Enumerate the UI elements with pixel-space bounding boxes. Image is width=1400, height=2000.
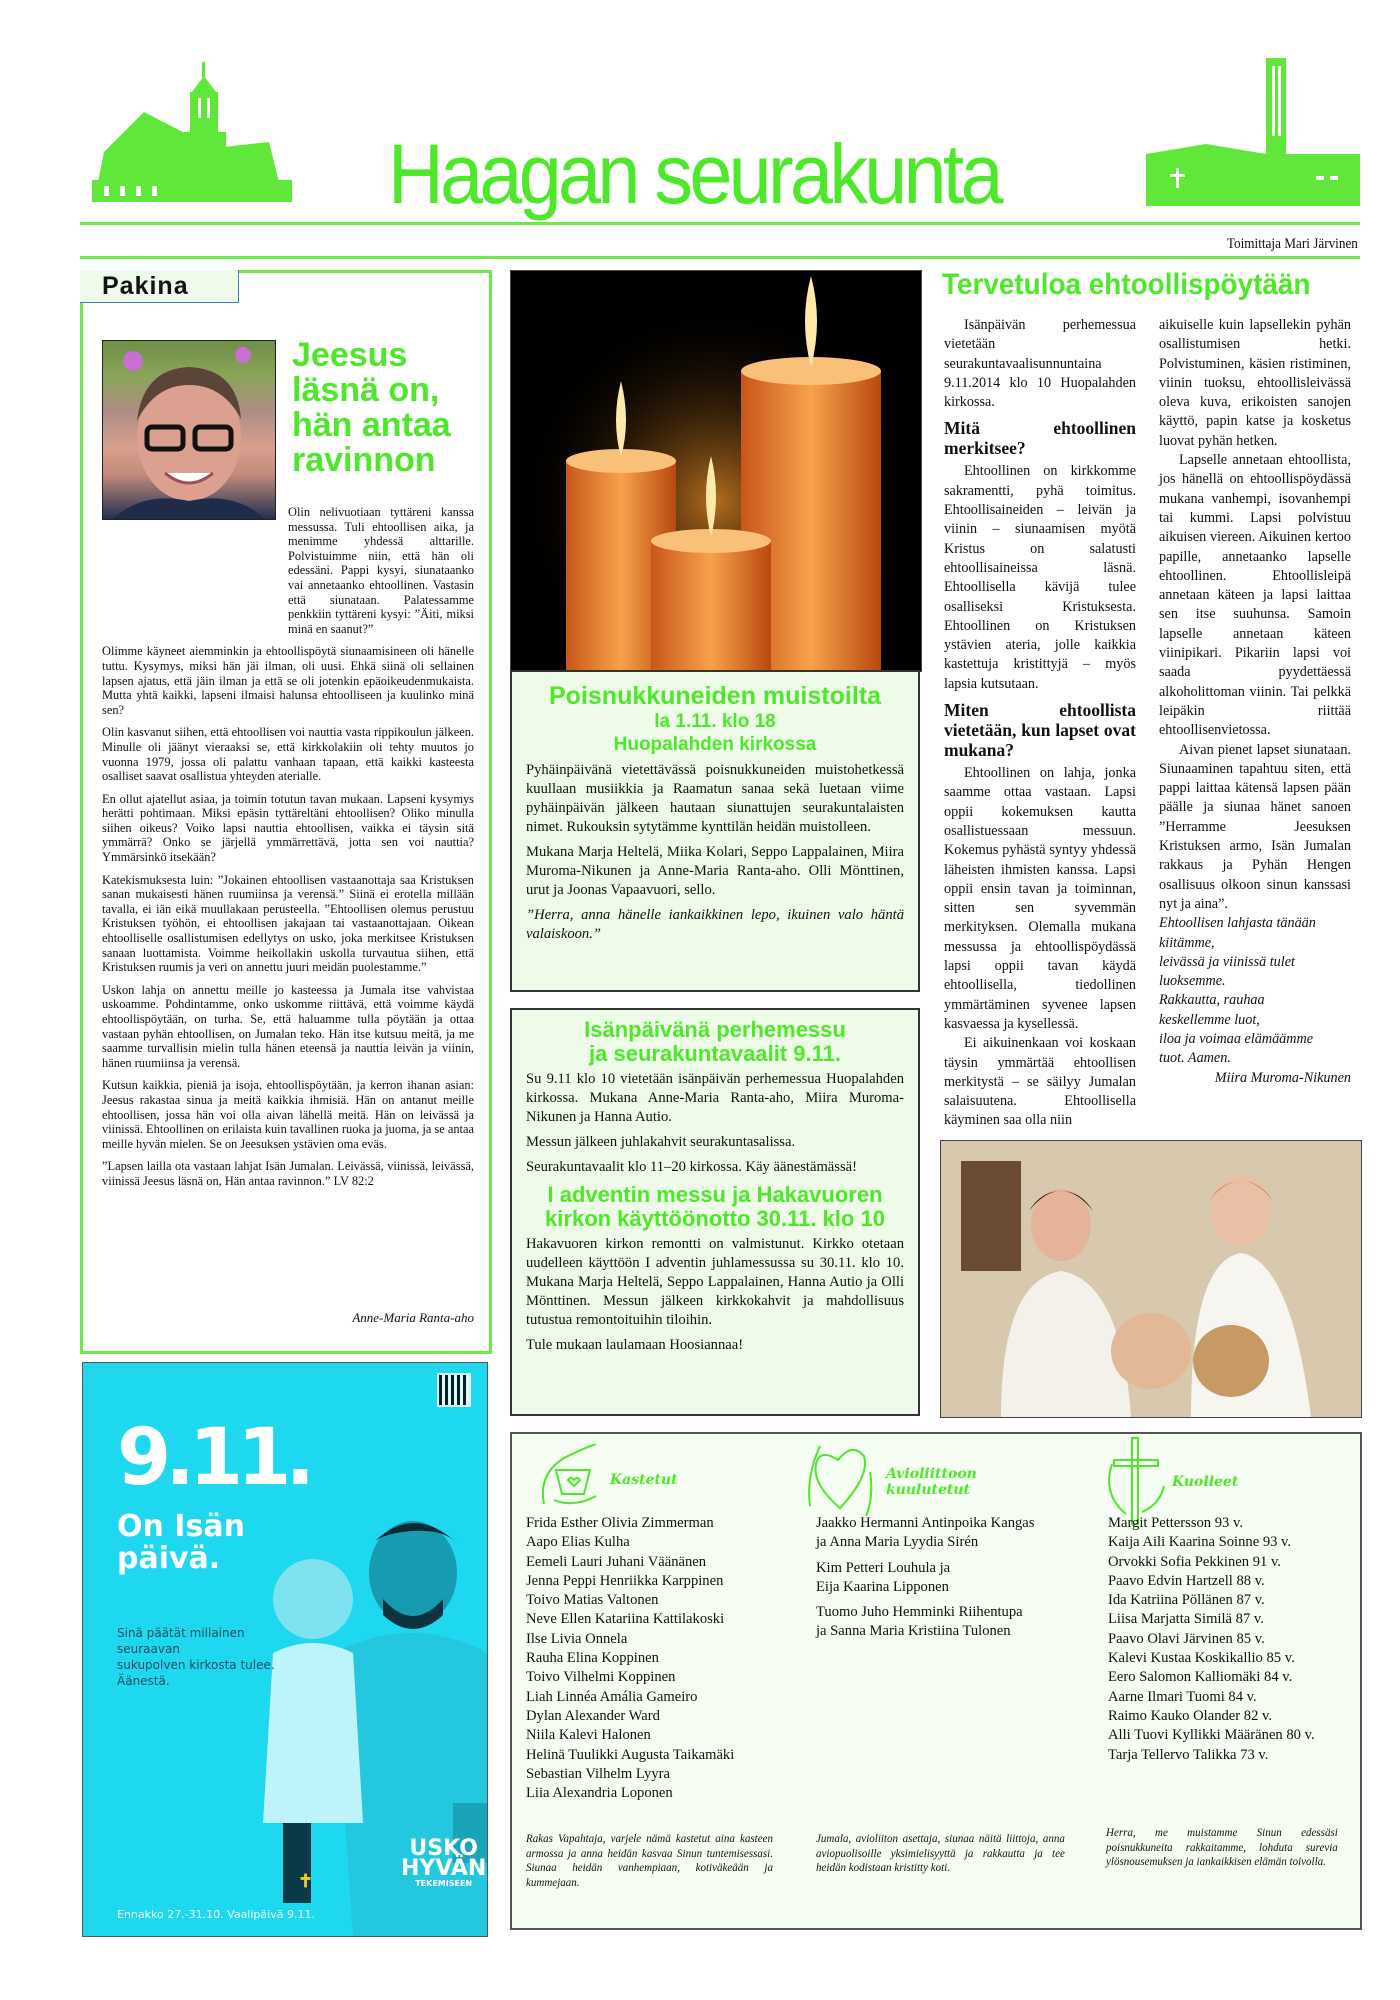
welcome-paragraph: aikuiselle kuin lapsellekin pyhän osallistumisen hetki. Polvistuminen, käsien ristiminen, viinin tuoksu, ehtoollisleivässä oleva kuva, erikoisten sanojen käyttö, papin katse ja kosketus luovat pyhän hetken. xyxy=(1159,317,1351,449)
baptized-name: Toivo Vilhelmi Koppinen xyxy=(526,1669,676,1686)
welcome-intro: Isänpäivän perhemessua vietetään seurakuntavaalisunnuntaina 9.11.2014 klo 10 Huopalahden kirkossa. xyxy=(944,317,1136,411)
poem-line: kiitämme, xyxy=(1159,934,1215,951)
ad-text xyxy=(117,1625,297,1689)
ad-date: 9.11. xyxy=(117,1413,310,1503)
memorial-quote: ”Herra, anna hänelle iankaikkinen lepo, ikuinen valo häntä valaiskoon.” xyxy=(526,907,904,942)
couple-line: Jaakko Hermanni Antinpoika Kangas xyxy=(816,1515,1035,1531)
baptized-name: Sebastian Vilhelm Lyyra xyxy=(526,1765,670,1782)
marriages-list xyxy=(816,1514,1034,1648)
candles-photo xyxy=(510,270,922,672)
baptized-name: Jenna Peppi Henriikka Karppinen xyxy=(526,1572,724,1589)
baptized-name: Eemeli Lauri Juhani Väänänen xyxy=(526,1553,707,1570)
pakina-body xyxy=(102,505,474,1197)
election-ad[interactable] xyxy=(82,1362,488,1937)
fathers-day-title-line: ja seurakuntavaalit 9.11. xyxy=(589,1041,841,1066)
ad-headline xyxy=(117,1511,245,1575)
deceased-name: Orvokki Sofia Pekkinen 91 v. xyxy=(1108,1553,1281,1570)
logo-small: TEKEMISEEN xyxy=(415,1879,473,1888)
poem-line: Rakkautta, rauhaa xyxy=(1159,992,1265,1009)
deceased-name: Liisa Marjatta Similä 87 v. xyxy=(1108,1611,1264,1628)
marriages-prayer: Jumala, avioliiton asettaja, siunaa näitä liittoja, anna aviopuolisoille yksimielisyyttä ja rakkautta ja tee heidän kodistaan kristitty koti. xyxy=(816,1832,1065,1874)
modern-church-icon xyxy=(1146,58,1360,206)
welcome-column-1 xyxy=(944,316,1136,1131)
welcome-poem xyxy=(1159,914,1351,1068)
candles-illustration xyxy=(511,271,921,671)
pakina-paragraph: Katekismuksesta luin: ”Jokainen ehtoollisen vastaanottaja saa Kristuksen sanan mukaisesti hänen ruumiinsa ja verensä.” Siinä ei erotella millään tavalla, ei iän eikä muullakaan perusteella. ”Ehtoollisen olemus perustuu Kristuksen työhön, ei ehtoollisen jakajaan tai vastaanottajaan. Oikean ehtoolliselle osallistumisen edellytys on usko, joka merkitsee Kristuksen sanaan luottamista. Voimme heikollakin uskolla turvautua siihen, että Kristuksen ruumis ja veri on annettu juuri meidän puolestamme.” xyxy=(102,872,474,975)
advent-text: Hakavuoren kirkon remontti on valmistunut. Kirkko otetaan uudelleen käyttöön I adventin juhlamessussa su 30.11. klo 10. Mukana Marja Heltelä, Seppo Lappalainen, Hanna Autio ja Olli Mönttinen. Messun jälkeen kirkkokahvit ja mahdollisuus tutustua remontoituihin tiloihin. xyxy=(526,1236,904,1328)
advent-title-line: I adventin messu ja Hakavuoren xyxy=(547,1182,883,1207)
poem-line: Ehtoollisen lahjasta tänään xyxy=(1159,915,1316,932)
editor-credit: Toimittaja Mari Järvinen xyxy=(1226,236,1358,252)
welcome-signature: Miira Muroma-Nikunen xyxy=(1214,1069,1351,1086)
couple-line: Eija Kaarina Lipponen xyxy=(816,1578,949,1595)
memorial-participants: Mukana Marja Heltelä, Miika Kolari, Seppo Lappalainen, Miira Muroma-Nikunen ja Anne-Maria Ranta-aho. Olli Mönttinen, urut ja Joonas Vapaavuori, sello. xyxy=(526,844,904,898)
pakina-paragraph: Olimme käyneet aiemminkin ja ehtoollispöytä siunaamisineen oli hänelle tuttu. Kysymys, miksi hän jäi ilman, oli uusi. Ehkä siinä oli sellainen lapsen ajatus, että jäin ilman ja että se oli jotenkin epäoikeudenmukaista. Mutta yhtä kaikki, lapseni ilmaisi halunsa ehtoolliseen ja kuulinko minä sen? xyxy=(102,644,474,717)
deceased-name: Paavo Olavi Järvinen 85 v. xyxy=(1108,1630,1265,1647)
baptized-name: Neve Ellen Katariina Kattilakoski xyxy=(526,1611,725,1628)
deceased-heading: Kuolleet xyxy=(1172,1474,1239,1490)
deceased-name: Kalevi Kustaa Koskikallio 85 v. xyxy=(1108,1650,1295,1667)
welcome-column-2 xyxy=(1159,316,1351,1088)
masthead-rule-top xyxy=(80,222,1360,225)
pakina-title-line: Jeesus xyxy=(292,336,408,374)
pakina-title xyxy=(292,338,451,478)
baptized-name: Toivo Matias Valtonen xyxy=(526,1592,659,1609)
couple xyxy=(816,1603,1034,1642)
pakina-label: Pakina xyxy=(80,270,239,303)
baptized-name: Niila Kalevi Halonen xyxy=(526,1727,651,1744)
couple-line: ja Anna Maria Lyydia Sirén xyxy=(816,1534,979,1551)
deceased-name: Eero Salomon Kalliomäki 84 v. xyxy=(1108,1669,1293,1686)
deceased-name: Kaija Aili Kaarina Soinne 93 v. xyxy=(1108,1534,1292,1551)
welcome-heading-2: Miten ehtoollista vietetään, kun lapset ovat mukana? xyxy=(944,700,1136,761)
deceased-name: Aarne Ilmari Tuomi 84 v. xyxy=(1108,1688,1257,1705)
baptized-list xyxy=(526,1514,734,1803)
welcome-paragraph: Lapselle annetaan ehtoollista, jos hänellä on ehtoollispöydässä mukana vanhempi, isovanhempi tai kummi. Lapsi polvistuu aikuisen viereen. Aikuinen kertoo papille, annetaanko lapselle ehtoollinen. Ehtoollisleipä annetaan käteen ja lapsi laittaa sen itse suuhunsa. Samoin lapselle annetaan käteen viinipikari. Pikariin lapsi voi saada pyydettäessä alkoholittoman viinin. Tai pelkkä leipäkin riittää ehtoollisenvietossa. xyxy=(1159,452,1351,739)
couple-line: Tuomo Juho Hemminki Riihentupa xyxy=(816,1604,1023,1621)
communion-illustration xyxy=(941,1141,1361,1417)
welcome-paragraph: Ei aikuinenkaan voi koskaan täysin ymmärtää ehtoollisen merkitystä – se säilyy Jumalan salaisuutena. Ehtoollisella käyminen saa olla niin xyxy=(944,1035,1136,1129)
ad-text-line: Äänestä. xyxy=(117,1674,170,1688)
memorial-location: Huopalahden kirkossa xyxy=(613,734,817,755)
couple-line: Kim Petteri Louhula ja xyxy=(816,1559,951,1576)
fathers-day-title xyxy=(512,1018,918,1066)
old-church-icon xyxy=(84,62,324,202)
logo-line: HYVÄN xyxy=(401,1856,487,1881)
baptized-name: Rauha Elina Koppinen xyxy=(526,1650,659,1667)
deceased-list xyxy=(1108,1514,1315,1765)
advent-invite: Tule mukaan laulamaan Hoosiannaa! xyxy=(526,1337,744,1353)
pakina-paragraph: Olin kasvanut siihen, että ehtoollisen voi nauttia vasta rippikoulun jälkeen. Minulle oli jäänyt vieraaksi se, että kirkkolakiin oli tehty muutos jo vuonna 1979, jossa oli palattu vanhaan tapaan, että kaikki kasteesta osalliset saavat osallistua yhteyden aterialle. xyxy=(102,725,474,784)
marriages-heading-line: Avioliittoon xyxy=(886,1466,977,1482)
pakina-paragraph: En ollut ajatellut asiaa, ja toimin totutun tavan mukaan. Lapseni kysymys herätti pohtimaan. Miksi epäsin tyttäreltäni ehtoollisen? Oliko minulla siihen oikeus? Voiko lapsi nauttia ehtoollisen, vaikka ei täysin sitä ymmärrä? Onko se järjellä ymmärrettävä, jotta sen voi nauttia? Ymmärsinkö itsekään? xyxy=(102,791,474,865)
usko-hyvan-logo xyxy=(401,1836,487,1889)
fathers-day-text: Su 9.11 klo 10 vietetään isänpäivän perhemessua Huopalahden kirkossa. Mukana Anne-Maria Ranta-aho, Miira Muroma-Nikunen ja Hanna Autio. xyxy=(526,1071,904,1125)
poem-line: luoksemme. xyxy=(1159,973,1226,990)
deceased-prayer: Herra, me muistamme Sinun edessäsi poisnukkuneita rakkaitamme, lohduta surevia ylösnousemuksen ja iankaikkisen elämän toivolla. xyxy=(1106,1826,1338,1868)
logo-line: USKO xyxy=(409,1836,478,1861)
election-info: Seurakuntavaalit klo 11–20 kirkossa. Käy äänestämässä! xyxy=(526,1159,857,1175)
welcome-title: Tervetuloa ehtoollispöytään xyxy=(942,268,1311,301)
poem-line: keskellemme luot, xyxy=(1159,1011,1260,1028)
memorial-title: Poisnukkuneiden muistoilta xyxy=(549,682,881,710)
memorial-evening-box xyxy=(510,670,920,992)
author-portrait-illustration xyxy=(103,341,275,519)
baptized-name: Liia Alexandria Loponen xyxy=(526,1785,673,1802)
masthead-rule-bottom xyxy=(80,256,1360,259)
qr-code-icon[interactable] xyxy=(437,1373,471,1407)
baptized-name: Dylan Alexander Ward xyxy=(526,1707,660,1724)
pakina-title-line: läsnä on, xyxy=(292,371,440,409)
deceased-name: Alli Tuovi Kyllikki Määränen 80 v. xyxy=(1108,1727,1315,1744)
memorial-date: la 1.11. klo 18 xyxy=(654,711,776,732)
couple xyxy=(816,1559,1034,1598)
baptized-prayer: Rakas Vapahtaja, varjele nämä kastetut aina kasteen armossa ja anna heidän kasvaa Sinun tuntemisessasi. Siunaa heidän vanhempiaan, kotiväkeään ja kummejaan. xyxy=(526,1832,773,1889)
welcome-paragraph: Ehtoollinen on kirkkomme sakramentti, pyhä toimitus. Ehtoollisaineiden – leivän ja viinin – siunaamisen myötä Kristus on salatusti ehtoollisaineissa läsnä. Ehtoollisella kävijä tulee osalliseksi Kristuksesta. Ehtoollinen on Kristuksen ystävien ateria, jolle kaikkia kastettuja kristittyjä – myös lapsia kutsutaan. xyxy=(944,463,1136,692)
deceased-name: Paavo Edvin Hartzell 88 v. xyxy=(1108,1572,1265,1589)
ad-headline-line: On Isän xyxy=(117,1509,245,1544)
church-records-box xyxy=(510,1432,1362,1930)
fathers-day-coffee: Messun jälkeen juhlakahvit seurakuntasalissa. xyxy=(526,1134,796,1150)
baptized-name: Aapo Elias Kulha xyxy=(526,1534,630,1551)
memorial-text: Pyhäinpäivänä vietettävässä poisnukkuneiden muistohetkessä kuullaan musiikkia ja Raamatun sanaa sekä luetaan viime pyhäinpäivän jälkeen hautaan siunattujen seurakuntalaisten nimet. Rukouksin sytytämme kynttilän heidän muistolleen. xyxy=(526,762,904,835)
pakina-author: Anne-Maria Ranta-aho xyxy=(352,1310,474,1325)
cross-vine-icon xyxy=(1102,1434,1166,1526)
ad-footer: Ennakko 27.-31.10. Vaalipäivä 9.11. xyxy=(117,1908,315,1921)
baptized-name: Helinä Tuulikki Augusta Taikamäki xyxy=(526,1746,735,1763)
welcome-paragraph: Aivan pienet lapset siunataan. Siunaaminen tapahtuu siten, että pappi laittaa kätensä lapsen pään päälle ja siunaa hänet sanoen ”Herramme Jeesuksen Kristuksen armo, Isän Jumalan rakkaus ja Pyhän Hengen osallisuus olkoon sinun kanssasi nyt ja aina”. xyxy=(1159,741,1351,912)
poem-line: leivässä ja viinissä tulet xyxy=(1159,953,1295,970)
advent-title-line: kirkon käyttöönotto 30.11. klo 10 xyxy=(545,1206,885,1231)
heart-vine-icon xyxy=(804,1436,876,1520)
baptized-name: Frida Esther Olivia Zimmerman xyxy=(526,1515,714,1531)
teacup-vine-icon xyxy=(534,1444,614,1512)
pakina-paragraph: Uskon lahja on annettu meille jo kasteessa ja Jumala itse vahvistaa uskoamme. Pohdintamme, onko uskomme riittävä, että voimme käydä ehtoollispöytään, on turha. Se, että haluamme tulla pöytään ja ottaa vastaan pyhän ehtoollisen, on Jumalan teko. Hän itse kutsuu meitä, ja me saamme turvallisin mielin tulla hänen eteensä ja nauttia leivän ja viinin, hänen ruumiinsa ja verensä. xyxy=(102,982,474,1070)
advent-title xyxy=(512,1183,918,1231)
marriages-heading xyxy=(886,1466,977,1498)
deceased-name: Ida Katriina Pöllänen 87 v. xyxy=(1108,1592,1265,1609)
pakina-paragraph: ”Lapsen lailla ota vastaan lahjat Isän Jumalan. Leivässä, viinissä, leivässä, viinissä Jeesus läsnä on, Hän antaa ravinnon.” LV 82:2 xyxy=(102,1159,474,1188)
welcome-heading-1: Mitä ehtoollinen merkitsee? xyxy=(944,418,1136,459)
pakina-title-line: hän antaa xyxy=(292,406,451,444)
ad-text-line: sukupolven kirkosta tulee. xyxy=(117,1658,275,1672)
masthead-title: Haagan seurakunta xyxy=(388,127,1000,221)
author-photo xyxy=(102,340,276,520)
baptized-name: Ilse Livia Onnela xyxy=(526,1630,628,1647)
deceased-name: Margit Pettersson 93 v. xyxy=(1108,1515,1243,1531)
ad-headline-line: päivä. xyxy=(117,1541,221,1576)
poem-line: tuot. Aamen. xyxy=(1159,1050,1231,1067)
welcome-paragraph: Ehtoollinen on lahja, jonka saamme ottaa vastaan. Lapsi oppii kokemuksen kautta osallistuessaan messuun. Kokemus pyhästä syntyy yhdessä läheisten ihmisten kanssa. Lapsi oppii ensin tavan ja toiminnan, sitten sen syvemmän merkityksen. Olemalla mukana messussa ja ehtoollispöydässä lapsi oppii tavan käydä ehtoollisella, tiedollinen ymmärtäminen syvenee lapsen kasvaessa ja kysellessä. xyxy=(944,765,1136,1032)
pakina-title-line: ravinnon xyxy=(292,441,436,479)
baptized-heading: Kastetut xyxy=(610,1472,678,1488)
couple xyxy=(816,1514,1034,1553)
pakina-paragraph: Kutsun kaikkia, pieniä ja isoja, ehtoollispöytään, ja kerron ihanan asian: Jeesus rakastaa sinua ja meitä kaikkia ihmisiä. Hän on antanut meille ehtoollisen, jossa hän voi olla aivan lähellä meitä. Hän on leivässä ja viinissä. Ehtoollinen on erilaista kuin tavallinen ruoka ja juoma, ja se antaa meille hyvän mielen. Se on Jeesuksen ystävien oma eväs. xyxy=(102,1078,474,1151)
fathers-day-title-line: Isänpäivänä perhemessu xyxy=(584,1017,846,1042)
ad-text-line: Sinä päätät millainen seuraavan xyxy=(117,1626,245,1656)
pakina-intro: Olin nelivuotiaan tyttäreni kanssa messussa. Tuli ehtoollisen aika, ja menimme yhdessä alttarille. Polvistuimme niin, että hän oli edessäni. Pappi kysyi, siunataanko vai annetaanko ehtoollinen. Vastasin että siunataan. Palatessamme penkkiin tyttäreni kysyi: ”Äiti, miksi minä en saanut?” xyxy=(288,505,474,636)
couple-line: ja Sanna Maria Kristiina Tulonen xyxy=(816,1623,1011,1640)
communion-photo xyxy=(940,1140,1362,1418)
deceased-name: Tarja Tellervo Talikka 73 v. xyxy=(1108,1746,1269,1763)
baptized-name: Liah Linnéa Amália Gameiro xyxy=(526,1688,698,1705)
deceased-name: Raimo Kauko Olander 82 v. xyxy=(1108,1707,1273,1724)
cross-icon: ✝ xyxy=(298,1871,314,1891)
poem-line: iloa ja voimaa elämäämme xyxy=(1159,1030,1314,1047)
fathers-day-box xyxy=(510,1008,920,1416)
marriages-heading-line: kuulutetut xyxy=(886,1482,971,1498)
